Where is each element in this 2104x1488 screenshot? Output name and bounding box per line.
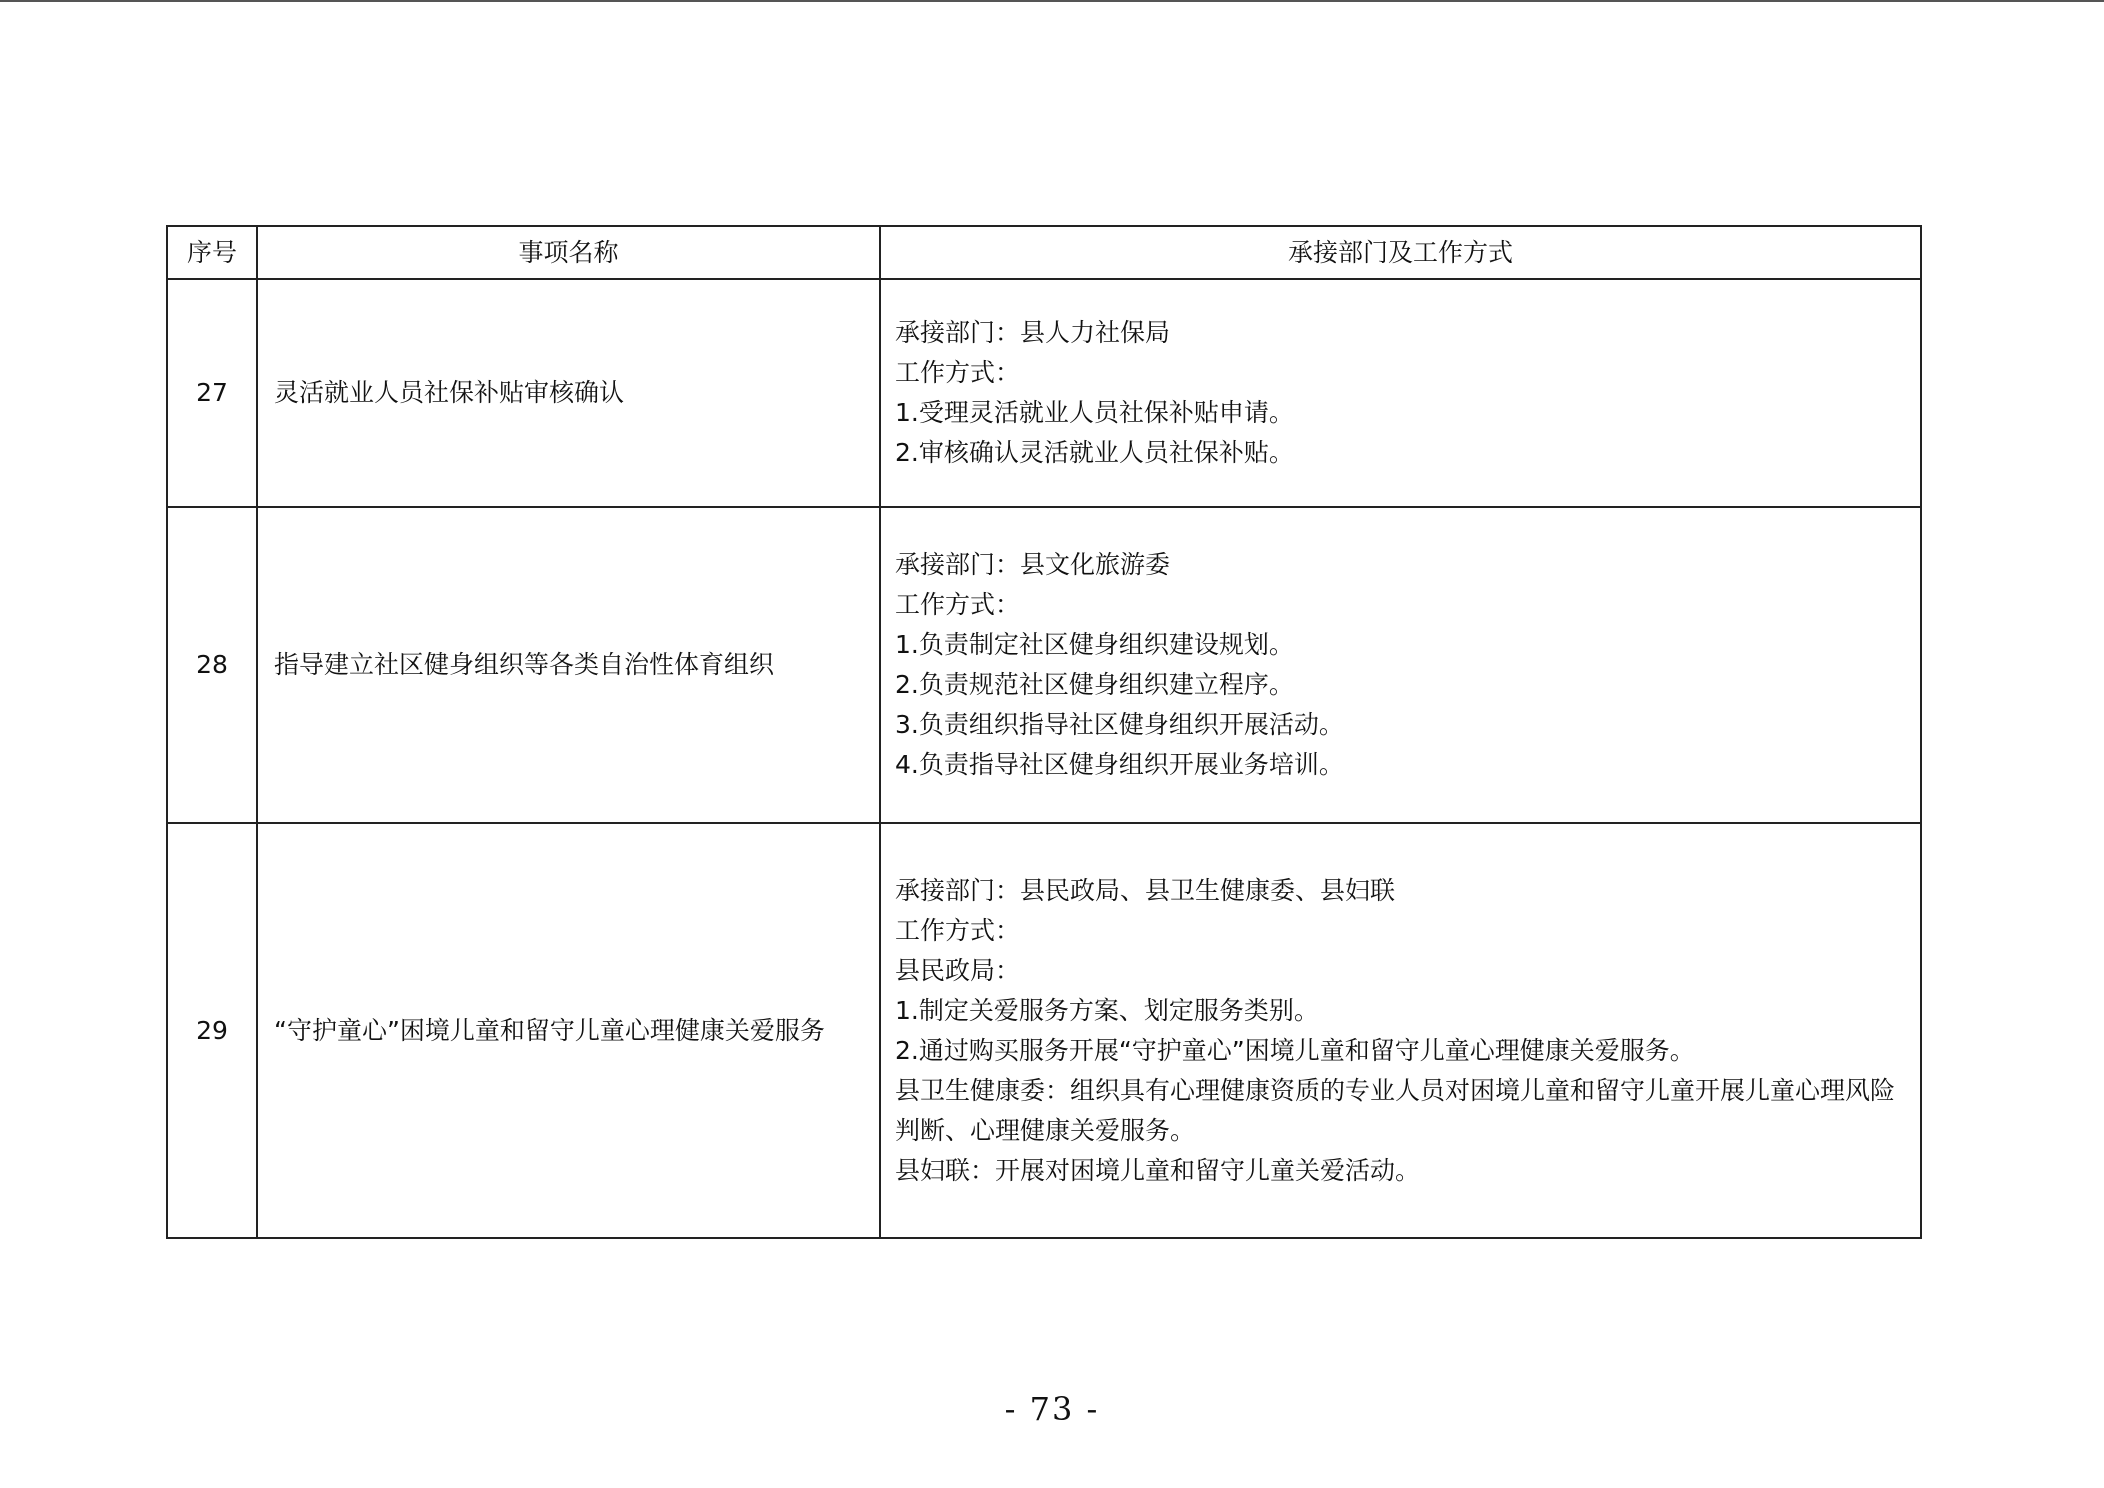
row-seq: 28 <box>167 507 257 823</box>
dept-line: 2.审核确认灵活就业人员社保补贴。 <box>895 438 1294 467</box>
dept-line: 工作方式： <box>895 915 1021 945</box>
row-item-name: 灵活就业人员社保补贴审核确认 <box>257 279 880 507</box>
row-dept-method <box>880 507 1921 823</box>
row-seq: 29 <box>167 823 257 1238</box>
dept-line: 县卫生健康委：组织具有心理健康资质的专业人员对困境儿童和留守儿童开展儿童心理风险判断、心理健康关爱服务。 <box>895 1075 1896 1145</box>
matters-table <box>166 225 1922 1239</box>
table-row <box>167 507 1921 823</box>
dept-line: 承接部门：县人力社保局 <box>895 318 1171 347</box>
dept-line: 工作方式： <box>895 590 1021 619</box>
dept-line: 县妇联：开展对困境儿童和留守儿童关爱活动。 <box>895 1155 1421 1185</box>
row-seq: 27 <box>167 279 257 507</box>
row-item-name: “守护童心”困境儿童和留守儿童心理健康关爱服务 <box>257 823 880 1238</box>
row-dept-method <box>880 279 1921 507</box>
dept-line: 1.受理灵活就业人员社保补贴申请。 <box>895 398 1294 427</box>
dept-line: 工作方式： <box>895 358 1021 387</box>
header-dept-method: 承接部门及工作方式 <box>880 226 1921 279</box>
dept-line: 4.负责指导社区健身组织开展业务培训。 <box>895 750 1344 779</box>
dept-line: 2.负责规范社区健身组织建立程序。 <box>895 670 1294 699</box>
dept-line: 县民政局： <box>895 955 1021 985</box>
dept-line: 2.通过购买服务开展“守护童心”困境儿童和留守儿童心理健康关爱服务。 <box>895 1035 1695 1065</box>
dept-line: 1.制定关爱服务方案、划定服务类别。 <box>895 995 1319 1025</box>
row-dept-method <box>880 823 1921 1238</box>
row-item-name: 指导建立社区健身组织等各类自治性体育组织 <box>257 507 880 823</box>
dept-line: 1.负责制定社区健身组织建设规划。 <box>895 630 1294 659</box>
dept-line: 承接部门：县文化旅游委 <box>895 550 1171 579</box>
header-seq: 序号 <box>167 226 257 279</box>
header-item-name: 事项名称 <box>257 226 880 279</box>
top-border-line <box>0 0 2104 2</box>
page-number: - 73 - <box>1004 1390 1100 1428</box>
table-row <box>167 823 1921 1238</box>
dept-line: 3.负责组织指导社区健身组织开展活动。 <box>895 710 1344 739</box>
table-header-row <box>167 226 1921 279</box>
table-row <box>167 279 1921 507</box>
dept-line: 承接部门：县民政局、县卫生健康委、县妇联 <box>895 875 1396 905</box>
